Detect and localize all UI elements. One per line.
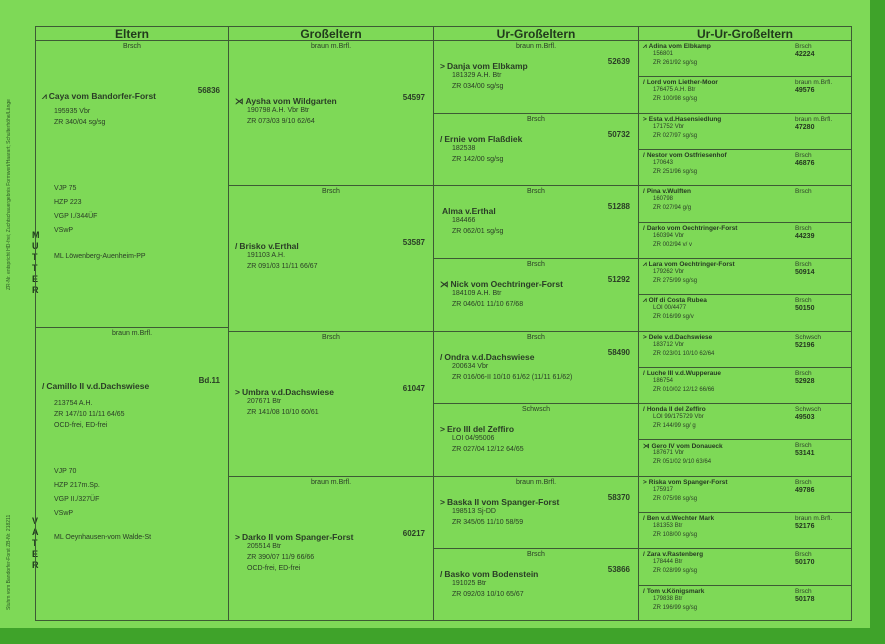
parent-vater [36,328,228,622]
ancestor-regnum: 51292 [607,274,630,284]
breed-symbol: / [42,381,45,391]
breed-symbol: / [643,515,645,523]
ancestor-regnum: 52196 [795,341,815,349]
ancestor-name-row [643,297,707,305]
ancestor-line-1: 170643 [653,159,674,166]
ancestor-color: Brsch [795,151,812,159]
ancestor-name-wrap [440,134,522,144]
ancestor-name: Alma v.Erthal [442,206,496,217]
breed-symbol: > [440,496,445,507]
ancestor-line-2: ZR 027/04 12/12 64/65 [452,446,524,454]
ancestor-line-2: ZR 108/00 sg/sg [653,532,698,539]
ancestor-line-2: ZR 034/00 sg/sg [452,83,504,90]
mutter-letter: U [32,241,39,251]
parent-mutter [36,41,228,328]
ancestor-name-wrap [440,497,559,507]
breed-symbol: > [235,386,240,397]
ancestor-line-2: ZR 010/02 12/12 66/66 [653,386,715,393]
ancestor-regnum: 46876 [795,159,815,167]
breed-symbol: / [235,241,238,252]
parent-name: Camillo II v.d.Dachswiese [46,381,150,391]
breed-symbol: > [440,61,445,71]
ancestor-color: Brsch [527,260,545,268]
ancestor-name-row [643,551,703,558]
ancestor-name: Dele v.d.Dachswiese [648,333,713,341]
ancestor-line-1: 186754 [653,377,674,384]
ancestor-color: Brsch [795,551,812,559]
parent-regnum: 56836 [197,86,220,95]
ururgrosseltern-entry [639,513,851,549]
breed-symbol: / [643,188,645,196]
vater-letter: V [32,516,39,526]
ancestor-line-1: 182538 [452,144,476,152]
ancestor-line-2: ZR 016/99 sg/v [653,314,694,321]
ancestor-name-wrap [440,206,496,216]
grosseltern-entry [229,186,433,331]
parent-regnum: Bd.11 [198,376,220,385]
ancestor-line-1: 179262 Vbr [653,268,685,275]
header-ururgrosseltern: Ur-Ur-Großeltern [639,27,851,41]
ancestor-regnum: 49503 [795,414,815,422]
ancestor-line-2: ZR 142/00 sg/sg [452,155,504,163]
breed-symbol: / [643,224,645,232]
ancestor-line-1: 160798 [653,196,674,203]
ancestor-line-1: 207671 Btr [247,397,282,405]
ancestor-line-1: 190798 A.H. Vbr Btr [247,107,310,114]
ancestor-name-row [643,152,727,159]
ancestor-line-2: ZR 091/03 11/11 66/67 [247,263,318,271]
breed-symbol: ⩘ [643,260,647,268]
ancestor-name-wrap [235,387,334,397]
ancestor-line-1: 160394 Vbr [653,232,685,239]
ururgrosseltern-entry [639,586,851,622]
ancestor-color: braun m.Brfl. [310,43,352,50]
breed-symbol: / [643,587,645,595]
ancestor-regnum: 49576 [795,87,815,95]
ururgrosseltern-entry [639,404,851,440]
ancestor-regnum: 53587 [402,238,425,248]
breed-symbol: / [643,79,645,87]
ancestor-name: Baska II vom Spanger-Forst [446,496,560,507]
ancestor-line-1: 171752 Vbr [653,123,685,130]
parent-vgp: VGP I./344ÜF [54,213,98,220]
breed-symbol: ⩘ [643,43,647,50]
vater-letter: T [32,538,38,548]
parent-line-2: ZR 340/04 sg/sg [54,119,106,126]
ancestor-regnum: 44239 [795,232,815,240]
ancestor-name: Ondra v.d.Dachswiese [444,351,535,362]
vater-letter: R [32,560,39,570]
ancestor-line-2: ZR 390/07 11/9 66/66 [247,553,315,561]
ancestor-line-1: 187671 Vbr [653,450,685,457]
ancestor-regnum: 47280 [795,123,815,131]
ancestor-regnum: 50170 [795,559,815,567]
ancestor-name-wrap [440,424,514,434]
ururgrosseltern-entry [639,223,851,259]
parent-line-1: 213754 A.H. [54,400,93,407]
ancestor-color: Brsch [795,478,812,486]
ancestor-name: Aysha vom Wildgarten [245,96,337,106]
ancestor-name-wrap [440,279,563,289]
ancestor-line-1: 183712 Vbr [653,341,685,348]
ancestor-line-1: 184109 A.H. Btr [452,289,502,297]
ancestor-color: braun m.Brfl. [515,43,557,50]
ancestor-name-row [643,334,712,341]
breed-symbol: ⩘ [42,91,47,101]
parent-line-3: OCD-frei, ED-frei [54,422,108,429]
header-grosseltern: Großeltern [229,27,433,41]
urgrosseltern-entry [434,186,638,259]
ancestor-name-row [643,515,714,522]
ururgrosseltern-entry [639,368,851,404]
parent-color: Brsch [123,43,141,50]
ancestor-name: Esta v.d.Hasensiedlung [648,115,722,123]
ancestor-regnum: 49786 [795,486,815,494]
ancestor-line-1: 184466 [452,217,476,225]
breed-symbol: / [440,351,443,362]
ancestor-line-2: ZR 092/03 10/10 65/67 [452,591,524,599]
ancestor-line-2: ZR 075/98 sg/sg [653,495,698,502]
parent-color: braun m.Brfl. [111,330,153,337]
column-ururgrosseltern [639,27,851,620]
column-grosseltern [229,27,434,620]
ururgrosseltern-entry [639,114,851,150]
mutter-letter: R [32,285,39,295]
mutter-letter: T [32,252,38,262]
header-eltern: Eltern [36,27,228,41]
ancestor-line-1: 179838 Btr [653,595,683,602]
ancestor-regnum: 42224 [795,51,815,58]
ancestor-regnum: 50178 [795,595,815,603]
ancestor-regnum: 50914 [795,268,815,276]
ancestor-line-1: LOI 04/95006 [452,435,495,443]
parent-name-row [36,86,228,104]
ancestor-name: Darko vom Oechtringer-Forst [646,224,738,232]
ancestor-line-2: ZR 144/99 sg/ g [653,423,696,430]
ancestor-name-row [643,479,728,486]
ancestor-name-wrap [440,569,538,579]
ancestor-name: Riska vom Spanger-Forst [648,478,728,486]
breed-symbol: > [235,531,240,542]
left-margin-bottom-note: Stuhm vom Bandorfer-Forst ZB-Nr. 218211 [6,514,12,610]
ancestor-regnum: 52176 [795,523,815,531]
ancestor-line-1: 156801 [653,51,674,57]
ancestor-name: Pina v.Wulften [646,188,691,196]
breed-symbol: / [643,551,645,559]
grosseltern-entry [229,41,433,186]
breed-symbol: > [643,115,647,123]
ancestor-regnum: 60217 [402,528,425,538]
column-urgrosseltern [434,27,639,620]
ancestor-color: Schwsch [521,406,550,414]
breed-symbol: / [643,406,645,414]
ancestor-name: Olf di Costa Rubea [648,297,707,305]
pedigree-table [35,26,852,621]
ancestor-name: Ernie vom Flaßdiek [444,133,523,144]
parent-vjp: VJP 75 [54,185,77,192]
ancestor-line-2: ZR 002/94 v/ v [653,241,693,248]
ancestor-color: Schwsch [795,333,822,341]
parent-line-1: 195935 Vbr [54,108,91,115]
ancestor-name: Nestor vom Ostfriesenhof [646,151,727,159]
ancestor-regnum: 50150 [795,305,815,313]
breed-symbol: / [643,369,645,377]
ancestor-line-2: ZR 251/96 sg/sg [653,168,698,175]
ancestor-color: Brsch [795,587,812,595]
ancestor-regnum: 54597 [402,93,425,102]
column-eltern [36,27,229,620]
ancestor-color: braun m.Brfl. [795,79,833,87]
parent-vswp: VSwP [54,227,74,234]
ancestor-regnum: 52928 [795,377,815,385]
parent-vgp: VGP II./327ÜF [54,496,100,503]
ancestor-color: braun m.Brfl. [310,478,352,486]
parent-hzp: HZP 223 [54,199,82,206]
grosseltern-entry [229,477,433,622]
ancestor-regnum: 51288 [607,202,630,212]
ancestor-line-1: LOI 00/4477 [653,305,687,312]
vater-letter: E [32,549,39,559]
ancestor-line-1: 198513 Sj-DD [452,507,496,515]
ancestor-name: Nick vom Oechtringer-Forst [450,278,563,289]
ancestor-name: Lara vom Oechtringer-Forst [648,260,735,268]
ururgrosseltern-entry [639,259,851,295]
grosseltern-entry [229,332,433,477]
breed-symbol: ⩘ [643,297,647,305]
parent-hzp: HZP 217m.Sp. [54,482,100,489]
ancestor-color: Brsch [527,188,545,196]
ancestor-name-row [643,79,718,86]
urgrosseltern-entry [434,114,638,187]
ancestor-color: Brsch [795,369,812,377]
breed-symbol: ⋊ [235,96,244,106]
ancestor-color: braun m.Brfl. [795,115,833,123]
ancestor-name: Darko II vom Spanger-Forst [241,531,354,542]
ancestor-regnum: 53866 [607,565,630,575]
ancestor-name-wrap [440,61,528,71]
ancestor-regnum: 58490 [607,347,630,357]
ancestor-regnum: 61047 [402,383,425,393]
ancestor-line-1: 191103 A.H. [247,252,286,260]
mutter-letter: M [32,230,40,240]
mutter-letter: E [32,274,39,284]
breed-symbol: > [643,333,647,341]
ancestor-color: Brsch [795,224,812,232]
breed-symbol: / [440,133,443,144]
ururgrosseltern-entry [639,549,851,585]
ancestor-color: Brsch [322,333,340,341]
ancestor-line-2: ZR 016/06-II 10/10 61/62 (11/11 61/62) [452,373,573,381]
ancestor-name-row [643,588,704,595]
ancestor-color: Brsch [322,188,340,196]
ancestor-name-row [643,225,737,232]
ancestor-name-wrap [235,241,299,251]
ancestor-line-1: 178444 Btr [653,559,683,566]
ancestor-line-2: ZR 027/94 g/g [653,205,692,212]
ancestor-line-2: ZR 051/02 9/10 63/64 [653,459,712,466]
ancestor-regnum: 50732 [607,129,630,139]
ancestor-regnum: 52639 [607,57,630,66]
ancestor-regnum: 53141 [795,450,815,458]
ancestor-line-2: ZR 028/99 sg/sg [653,568,698,575]
breed-symbol: > [643,478,647,486]
breed-symbol: / [440,569,443,580]
ancestor-color: Brsch [527,551,545,559]
ancestor-name: Luche III v.d.Wupperaue [646,369,721,377]
urgrosseltern-entry [434,41,638,114]
breed-symbol: ⋊ [643,443,650,451]
ancestor-color: Brsch [795,297,812,305]
ururgrosseltern-entry [639,41,851,77]
ururgrosseltern-entry [639,295,851,331]
parent-vjp: VJP 70 [54,468,77,475]
header-urgrosseltern: Ur-Großeltern [434,27,638,41]
ancestor-color: braun m.Brfl. [795,515,833,523]
breed-symbol: > [440,424,445,435]
ancestor-name: Tom v.Königsmark [646,587,705,595]
ancestor-name-wrap [235,96,337,106]
ancestor-name-row [643,43,711,51]
ancestor-line-2: ZR 046/01 11/10 67/68 [452,300,524,308]
ancestor-name: Adina vom Elbkamp [648,43,711,50]
ururgrosseltern-entry [639,186,851,222]
ancestor-name-wrap [235,532,353,542]
ancestor-name-row [643,370,721,377]
ancestor-line-2: ZR 275/99 sg/sg [653,277,698,284]
breed-symbol: ⋊ [440,278,449,289]
ancestor-name-row [643,116,721,123]
ancestor-color: Brsch [795,260,812,268]
ururgrosseltern-entry [639,440,851,476]
ancestor-name-row [643,188,691,195]
ancestor-color: braun m.Brfl. [515,478,557,486]
ancestor-line-2: ZR 073/03 9/10 62/64 [247,118,315,125]
ancestor-line-1: 200634 Vbr [452,362,489,370]
parent-vswp: VSwP [54,510,74,517]
ancestor-name: Basko vom Bodenstein [444,569,539,580]
urgrosseltern-entry [434,549,638,622]
left-margin-note: ZR-Nr. entspricht HD-frei; Zuchtschauergebnis Formwert/Haarart; Schulterhöhe/Länge [6,99,12,290]
ancestor-line-2: ZR 196/99 sg/sg [653,604,698,611]
ancestor-name: Gero IV vom Donaueck [651,443,723,451]
urgrosseltern-entry [434,259,638,332]
parent-name: Caya vom Bandorfer-Forst [48,91,157,101]
mutter-letter: T [32,263,38,273]
ururgrosseltern-entry [639,150,851,186]
ancestor-name: Brisko v.Erthal [239,241,299,252]
ancestor-line-2: ZR 023/01 10/10 62/64 [653,350,715,357]
ancestor-line-1: 181353 Btr [653,523,683,530]
ancestor-line-2: ZR 141/08 10/10 60/61 [247,408,319,416]
urgrosseltern-entry [434,477,638,550]
ururgrosseltern-entry [639,477,851,513]
ancestor-color: Brsch [795,43,812,50]
ancestor-line-1: 176475 A.H. Btr [653,87,696,94]
breed-symbol: / [643,151,645,159]
ururgrosseltern-entry [639,332,851,368]
ururgrosseltern-entry [639,77,851,113]
ancestor-name-row [643,406,706,413]
ancestor-line-1: 175917 [653,486,674,493]
ancestor-color: Brsch [795,188,812,196]
ancestor-line-2: ZR 261/92 sg/sg [653,60,698,66]
ancestor-name: Ben v.d.Wechter Mark [646,515,715,523]
ancestor-color: Schwsch [795,406,822,414]
ancestor-line-1: 205514 Btr [247,542,282,550]
ancestor-line-1: 181329 A.H. Btr [452,72,502,79]
ancestor-regnum: 58370 [607,492,630,502]
ancestor-line-1: 191025 Btr [452,580,487,588]
ancestor-color: Brsch [527,115,545,123]
ancestor-name: Honda II del Zeffiro [646,406,706,414]
vater-letter: A [32,527,39,537]
ancestor-name: Umbra v.d.Dachswiese [241,386,334,397]
ancestor-line-1: LOI 99/175729 Vbr [653,414,704,421]
urgrosseltern-entry [434,332,638,405]
parent-name-row [36,376,228,394]
ancestor-line-2: ZR 100/98 sg/sg [653,96,698,103]
parent-ml: ML Oeynhausen-vom Walde-St [54,534,152,541]
ancestor-color: Brsch [795,442,812,450]
ancestor-name: Lord vom Liether-Moor [646,79,718,87]
ancestor-name-row [643,261,735,269]
ancestor-line-2: ZR 345/05 11/10 58/59 [452,518,524,526]
ancestor-name: Ero III del Zeffiro [446,424,515,435]
ancestor-name: Danja vom Elbkamp [446,61,528,71]
ancestor-line-2: ZR 027/97 sg/sg [653,132,698,139]
urgrosseltern-entry [434,404,638,477]
ancestor-name: Zara v.Rastenberg [646,551,704,559]
ancestor-name-wrap [440,352,534,362]
ancestor-name-row [643,442,723,450]
parent-line-2: ZR 147/10 11/11 64/65 [54,411,125,418]
ancestor-color: Brsch [527,333,545,341]
parent-ml: ML Löwenberg-Auenheim-PP [54,253,146,260]
ancestor-line-3: OCD-frei, ED-frei [247,564,301,572]
ancestor-line-2: ZR 062/01 sg/sg [452,228,504,236]
